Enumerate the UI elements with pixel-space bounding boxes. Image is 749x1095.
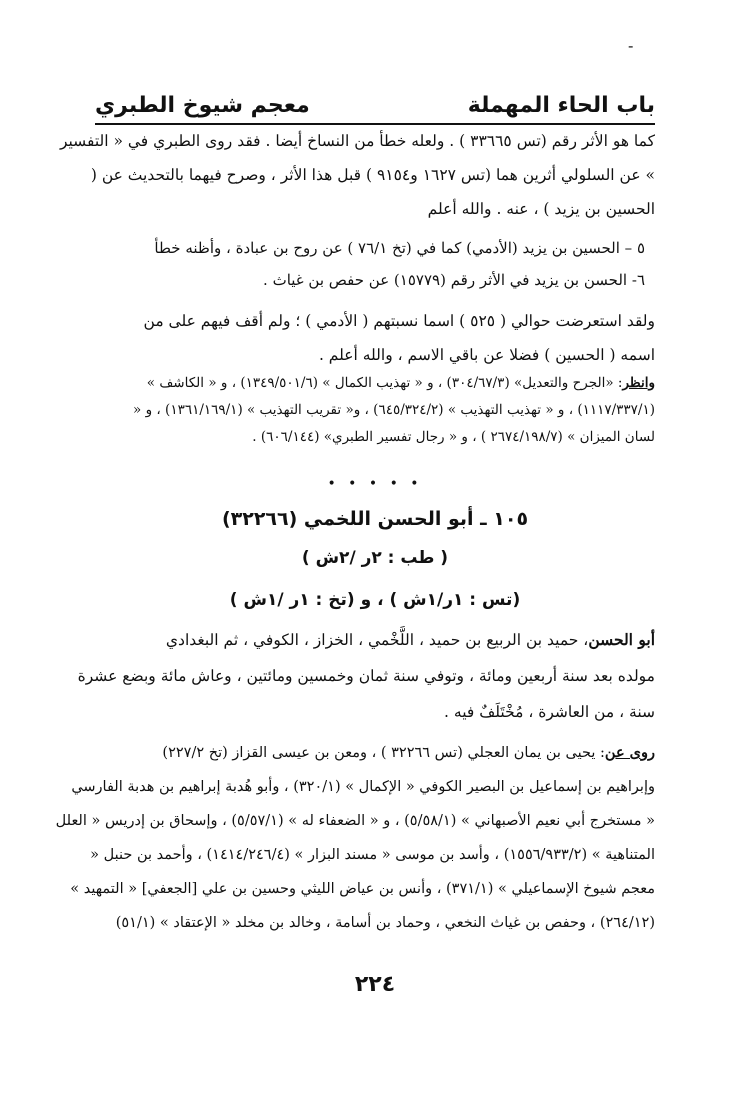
page-number: ٢٢٤	[354, 972, 396, 997]
entry-source-counts-2: (تس : ١ر/١ش ) ، و (تخ : ١ر /١ش )	[229, 590, 521, 610]
narrated-line-1	[95, 736, 655, 770]
references-text: : «الجرح والتعديل» (٣٠٤/٦٧/٣) ، و « تهذيب الكمال » (١٣٤٩/٥٠١/٦) ، و « الكاشف »	[146, 375, 623, 391]
running-header	[95, 78, 655, 118]
bio-lead: أبو الحسن	[588, 630, 655, 649]
text-line: كما هو الأثر رقم (تس ٣٣٦٦٥ ) . ولعله خطأ من النساخ أيضا . فقد روى الطبري في « التفسير	[59, 132, 655, 150]
references-block	[95, 370, 655, 451]
bio-line: مولده بعد سنة أربعين ومائة ، وتوفي سنة ثمان وخمسين ومائتين ، وعاش مائة وبضع عشرة	[77, 667, 655, 685]
biography	[77, 622, 655, 730]
narrated-lead: روى عن	[604, 744, 655, 761]
text-line: ولقد استعرضت حوالي ( ٥٢٥ ) اسما نسبتهم ( الأدمي ) ؛ ولم أقف فيهم على من	[143, 312, 655, 330]
narrated-line: المتناهية » (١٥٥٦/٩٣٣/٢) ، وأسد بن موسى « مسند البزار » (١٤١٤/٢٤٦/٤) ، وأحمد بن حنبل «	[90, 847, 655, 863]
book-title: معجم شيوخ الطبري	[95, 93, 310, 118]
chapter-title: باب الحاء المهملة	[467, 93, 655, 118]
narrated-text: : يحيى بن يمان العجلي (تس ٣٢٢٦٦ ) ، ومعن بن عيسى القزاز (تخ ٢٢٧/٢)	[162, 745, 605, 761]
references-line: لسان الميزان » (٢٦٧٤/١٩٨/٧ ) ، و « رجال تفسير الطبري» (٦٠٦/١٤٤) .	[252, 429, 655, 445]
paragraph-2	[95, 304, 655, 372]
text-line: الحسين بن يزيد ) ، عنه . والله أعلم	[427, 200, 655, 218]
bio-text: ، حميد بن الربيع بن حميد ، اللَّخْمي ، الخزاز ، الكوفي ، ثم البغدادي	[165, 631, 589, 649]
narrated-line: (٢٦٤/١٢) ، وحفص بن غياث النخعي ، وحماد بن أسامة ، وخالد بن مخلد « الإعتقاد » (٥١/١)	[115, 915, 655, 931]
list-item: ٦- الحسن بن يزيد في الأثر رقم (١٥٧٧٩) عن حفص بن غياث .	[263, 271, 645, 289]
text-line: اسمه ( الحسين ) فضلا عن باقي الاسم ، والله أعلم .	[318, 346, 655, 364]
list-item: ٥ – الحسين بن يزيد (الأدمي) كما في (تخ ٧٦/١ ) عن روح بن عبادة ، وأظنه خطأ	[154, 239, 645, 257]
references-line-1	[95, 370, 655, 397]
bio-line: سنة ، من العاشرة ، مُخْتَلَفٌ فيه .	[444, 703, 655, 721]
narrated-line: « مستخرج أبي نعيم الأصبهاني » (٥/٥٨/١) ، و « الضعفاء له » (٥/٥٧/١) ، وإسحاق بن إدريس « العلل	[55, 813, 655, 829]
references-line: (١١١٧/٣٣٧/١) ، و « تهذيب التهذيب » (٦٤٥/٣٢٤/٢) ، و« تقريب التهذيب » (١٣٦١/١٦٩/١) ، و «	[133, 402, 655, 418]
text-line: » عن السلولي أثرين هما (تس ١٦٢٧ و٩١٥٤ ) قبل هذا الأثر ، وصرح فيهما بالتحديث عن (	[90, 166, 655, 184]
bio-line-1	[95, 622, 655, 658]
entry-source-counts: ( طب : ٢ر /٢ش )	[301, 548, 449, 568]
narrated-line: وإبراهيم بن إسماعيل بن البصير الكوفي « الإكمال » (٣٢٠/١) ، وأبو هُدبة إبراهيم بن هدبة الفارسي	[71, 779, 655, 795]
top-mark: -	[628, 36, 634, 55]
narrated-from	[55, 736, 655, 940]
section-separator: • • • • •	[327, 476, 423, 492]
references-label: وانظر	[622, 375, 655, 391]
paragraph-1	[59, 124, 655, 226]
narrated-line: معجم شيوخ الإسماعيلي » (٣٧١/١) ، وأنس بن عياض الليثي وحسين بن علي [الجعفي] « التمهيد »	[70, 881, 655, 897]
variant-list	[95, 232, 655, 296]
entry-title: ١٠٥ ـ أبو الحسن اللخمي (٣٢٢٦٦)	[221, 508, 529, 530]
